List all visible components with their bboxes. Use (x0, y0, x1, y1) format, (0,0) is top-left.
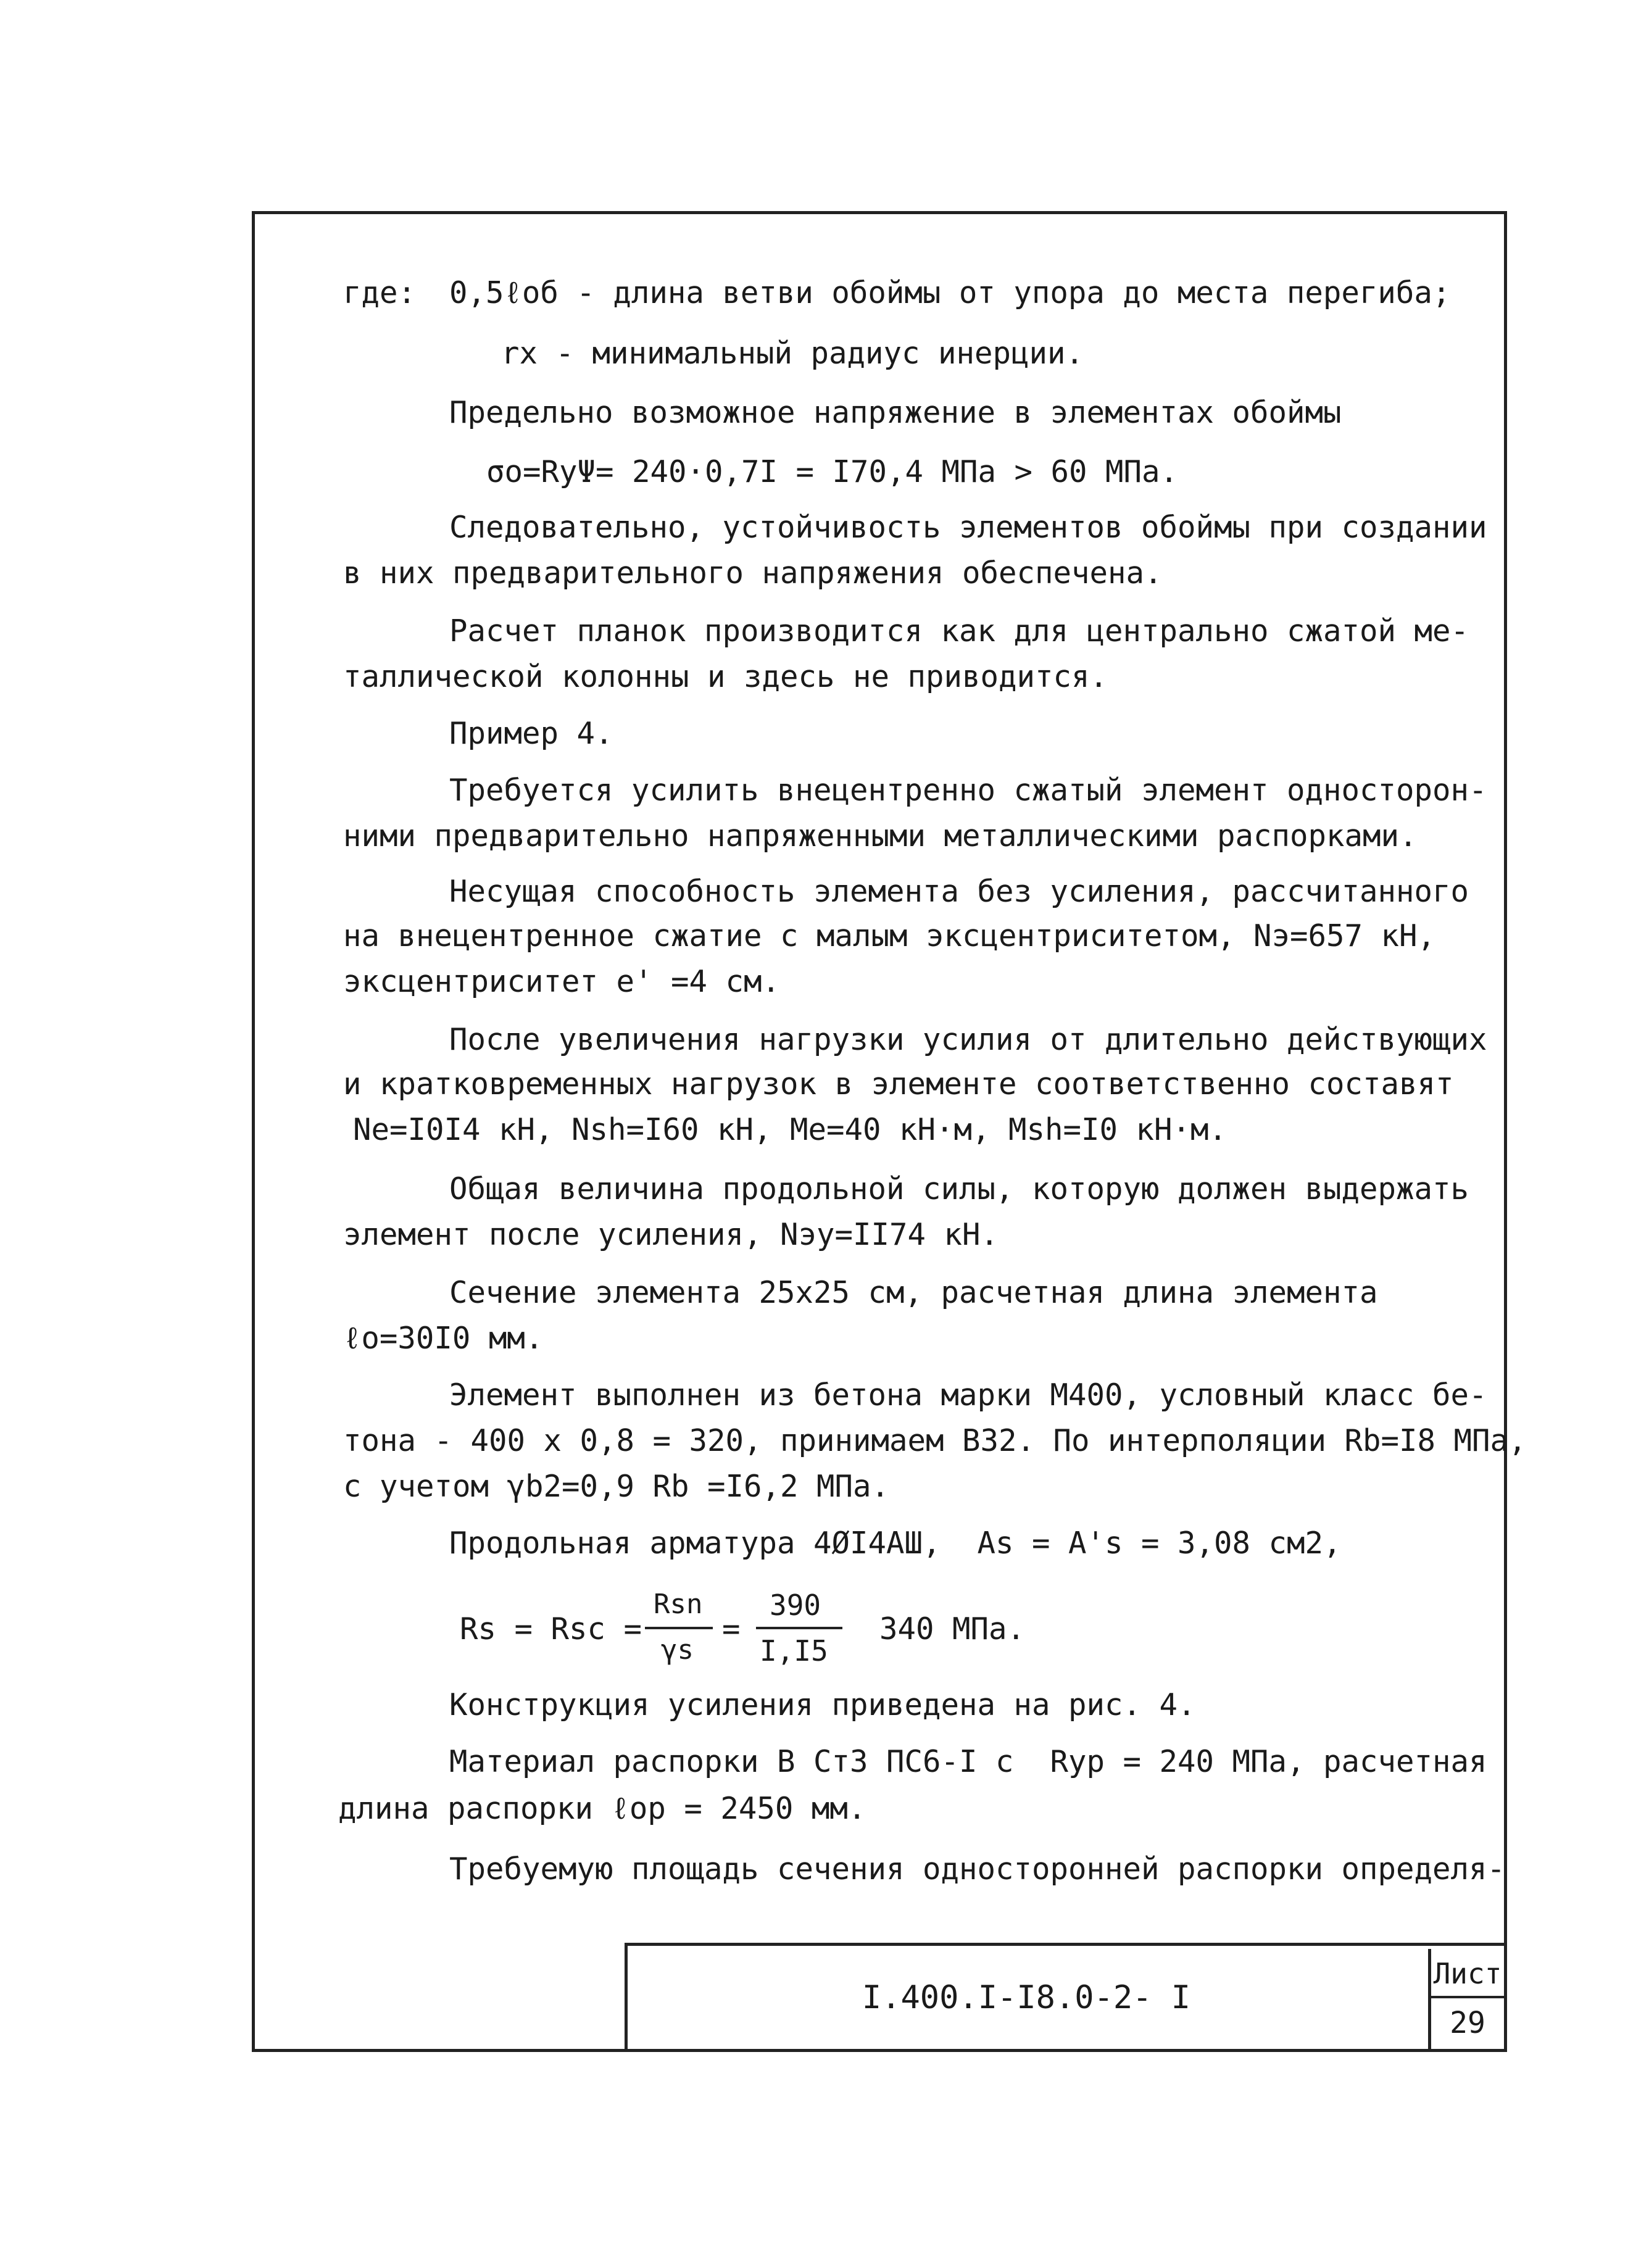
paragraph-5-line-3: эксцентриситет е' =4 см. (343, 964, 781, 999)
fraction-2-numerator: 390 (770, 1589, 821, 1622)
formula-2-equals: = (722, 1611, 741, 1647)
where-line-1: 0,5ℓоб - длина ветви обоймы от упора до места перегиба; (449, 275, 1451, 310)
paragraph-4-line-1: Требуется усилить внецентренно сжатый элемент односторон- (449, 773, 1487, 808)
paragraph-6-line-3: Ne=I0I4 кН, Nsh=I60 кН, Me=40 кН·м, Msh=I0 кН·м. (353, 1112, 1227, 1147)
paragraph-9-line-1: Элемент выполнен из бетона марки М400, условный класс бе- (449, 1377, 1487, 1413)
where-line-2: rх - минимальный радиус инерции. (501, 336, 1084, 371)
paragraph-1: Предельно возможное напряжение в элементах обоймы (449, 395, 1342, 430)
paragraph-9-line-3: с учетом γb2=0,9 Rb =I6,2 МПа. (343, 1469, 890, 1504)
formula-2-fraction-2 (756, 1586, 842, 1672)
paragraph-8-line-1: Сечение элемента 25х25 см, расчетная длина элемента (449, 1275, 1378, 1310)
paragraph-2-line-1: Следовательно, устойчивость элементов обоймы при создании (449, 510, 1487, 545)
paragraph-6-line-2: и кратковременных нагрузок в элементе соответственно составят (343, 1066, 1454, 1102)
paragraph-3-line-1: Расчет планок производится как для центрально сжатой ме- (449, 613, 1469, 649)
document-code: I.400.I-I8.0-2- I (862, 1979, 1191, 2016)
paragraph-8-line-2: ℓо=30I0 мм. (343, 1321, 544, 1356)
fraction-2-bar (756, 1627, 842, 1629)
formula-2 (460, 1586, 1077, 1672)
paragraph-6-line-1: После увеличения нагрузки усилия от длительно действующих (449, 1022, 1487, 1057)
fraction-1-numerator: Rsn (654, 1589, 703, 1620)
example-heading: Пример 4. (449, 716, 613, 751)
formula-1: σо=RуΨ= 240·0,7I = I70,4 МПа > 60 МПа. (486, 454, 1179, 489)
paragraph-10: Продольная арматура 4ØI4АШ, As = A's = 3,08 см2, (449, 1526, 1342, 1561)
paragraph-5-line-2: на внецентренное сжатие с малым эксцентриситетом, Nэ=657 кН, (343, 918, 1436, 953)
fraction-1-bar (645, 1627, 713, 1629)
formula-2-fraction-1 (645, 1586, 713, 1672)
paragraph-12-line-1: Материал распорки В Ст3 ПС6-I с Rур = 240 МПа, расчетная (449, 1744, 1487, 1779)
paragraph-12-line-2: длина распорки ℓор = 2450 мм. (338, 1791, 866, 1826)
sheet-label: Лист (1431, 1951, 1505, 1998)
formula-2-lhs: Rs = Rsc = (460, 1611, 642, 1647)
where-label: где: (343, 275, 417, 310)
paragraph-5-line-1: Несущая способность элемента без усиления, рассчитанного (449, 874, 1469, 909)
fraction-1-denominator: γs (661, 1634, 694, 1666)
fraction-2-denominator: I,I5 (760, 1634, 828, 1668)
sheet-number: 29 (1450, 2006, 1485, 2040)
formula-2-result: 340 МПа. (879, 1611, 1026, 1647)
paragraph-7-line-2: элемент после усиления, Nэу=II74 кН. (343, 1217, 999, 1252)
paragraph-9-line-2: тона - 400 х 0,8 = 320, принимаем В32. По интерполяции Rb=I8 МПа, (343, 1423, 1527, 1458)
paragraph-3-line-2: таллической колонны и здесь не приводится. (343, 659, 1108, 694)
paragraph-2-line-2: в них предварительного напряжения обеспечена. (343, 555, 1163, 591)
paragraph-4-line-2: ними предварительно напряженными металлическими распорками. (343, 818, 1418, 854)
paragraph-7-line-1: Общая величина продольной силы, которую должен выдержать (449, 1171, 1469, 1207)
paragraph-13: Требуемую площадь сечения односторонней распорки определя- (449, 1851, 1506, 1887)
paragraph-11: Конструкция усиления приведена на рис. 4. (449, 1687, 1196, 1722)
